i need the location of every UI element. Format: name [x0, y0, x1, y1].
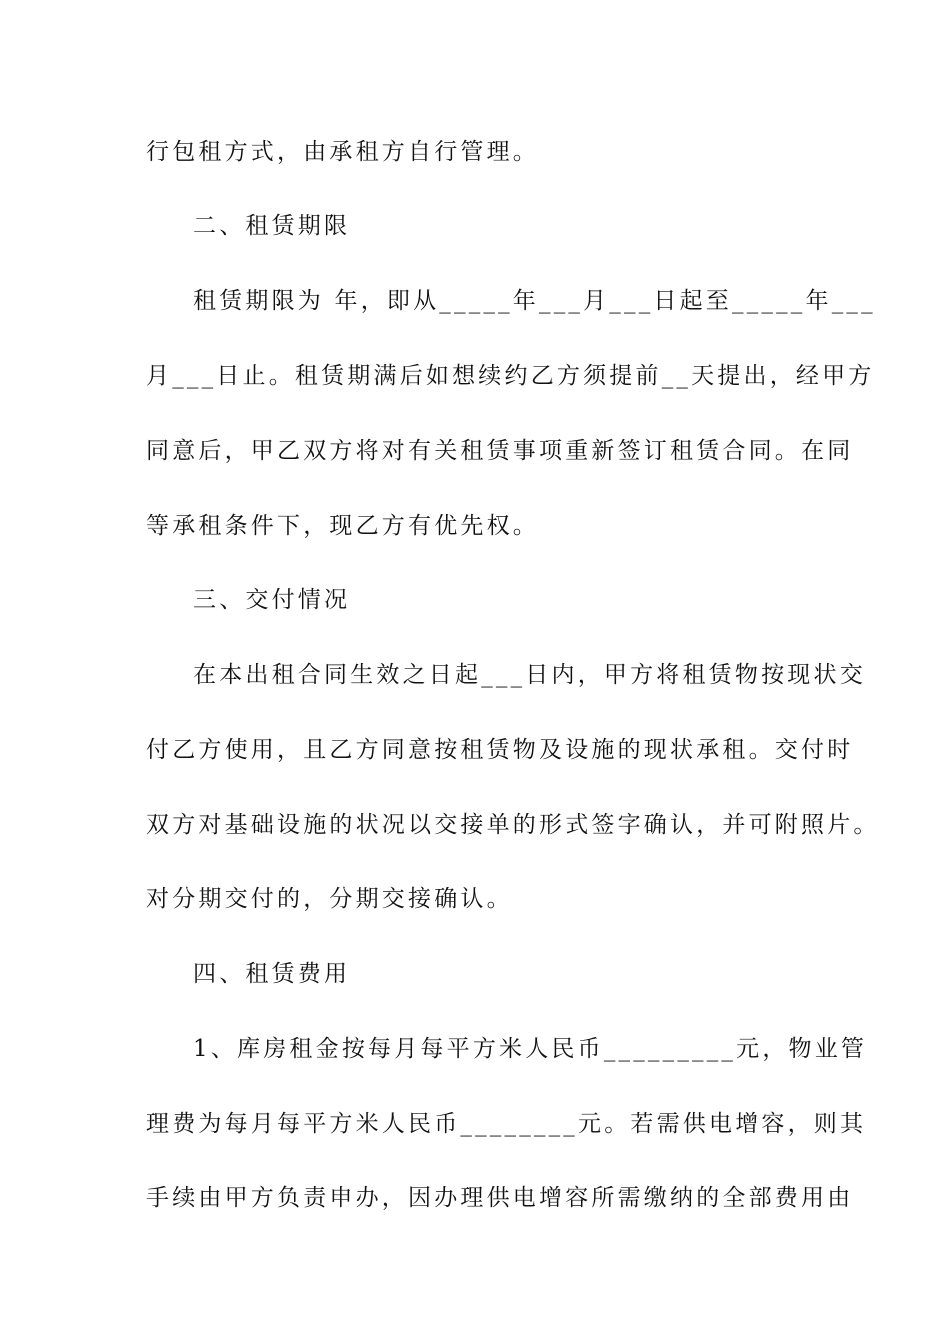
- paragraph-line: 对分期交付的，分期交接确认。: [146, 886, 513, 912]
- paragraph-line: 同意后，甲乙双方将对有关租赁事项重新签订租赁合同。在同: [146, 438, 854, 464]
- paragraph-line: 手续由甲方负责申办，因办理供电增容所需缴纳的全部费用由: [146, 1185, 854, 1211]
- section-heading: 四、租赁费用: [193, 961, 351, 987]
- section-heading: 二、租赁期限: [193, 213, 351, 239]
- paragraph-line: 在本出租合同生效之日起___日内，甲方将租赁物按现状交: [193, 662, 866, 688]
- section-heading: 三、交付情况: [193, 587, 351, 613]
- paragraph-line: 行包租方式，由承租方自行管理。: [146, 139, 539, 165]
- paragraph-line: 理费为每月每平方米人民币________元。若需供电增容，则其: [146, 1111, 867, 1137]
- paragraph-line: 付乙方使用，且乙方同意按租赁物及设施的现状承租。交付时: [146, 737, 854, 763]
- paragraph-line: 租赁期限为 年，即从_____年___月___日起至_____年___: [193, 288, 876, 314]
- paragraph-line: 月___日止。租赁期满后如想续约乙方须提前__天提出，经甲方: [146, 363, 875, 389]
- paragraph-line: 1、库房租金按每月每平方米人民币_________元，物业管: [193, 1036, 868, 1062]
- paragraph-line: 等承租条件下，现乙方有优先权。: [146, 513, 539, 539]
- paragraph-line: 双方对基础设施的状况以交接单的形式签字确认，并可附照片。: [146, 812, 880, 838]
